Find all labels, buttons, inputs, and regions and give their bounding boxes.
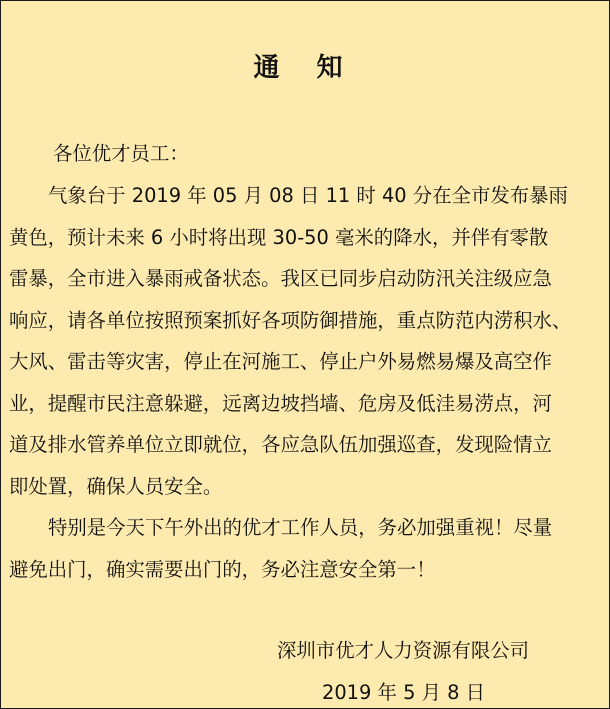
signature-company: 深圳市优才人力资源有限公司 <box>277 639 530 662</box>
paragraph-1-line-4: 响应，请各单位按照预案抓好各项防御措施，重点防范内涝积水、 <box>9 309 572 332</box>
paragraph-2-line-2: 避免出门，确实需要出门的，务必注意安全第一！ <box>9 558 436 581</box>
paragraph-1-line-6: 业，提醒市民注意躲避，远离边坡挡墙、危房及低洼易涝点，河 <box>9 392 552 415</box>
paragraph-1-line-7: 道及排水管养单位立即就位，各应急队伍加强巡查，发现险情立 <box>9 433 552 456</box>
paragraph-1-line-5: 大风、雷击等灾害，停止在河施工、停止户外易燃易爆及高空作 <box>9 350 552 373</box>
paragraph-1-line-3: 雷暴，全市进入暴雨戒备状态。我区已同步启动防汛关注级应急 <box>9 267 552 290</box>
salutation: 各位优才员工： <box>53 142 189 165</box>
paragraph-1-line-8: 即处置，确保人员安全。 <box>9 475 223 498</box>
paragraph-1-line-2: 黄色，预计未来 6 小时将出现 30-50 毫米的降水，并伴有零散 <box>9 226 549 249</box>
paragraph-2-line-1: 特别是今天下午外出的优才工作人员，务必加强重视！尽量 <box>48 516 553 539</box>
signature-date: 2019 年 5 月 8 日 <box>322 681 486 704</box>
paragraph-1-line-1: 气象台于 2019 年 05 月 08 日 11 时 40 分在全市发布暴雨 <box>48 184 568 207</box>
notice-title: 通 知 <box>253 53 357 83</box>
